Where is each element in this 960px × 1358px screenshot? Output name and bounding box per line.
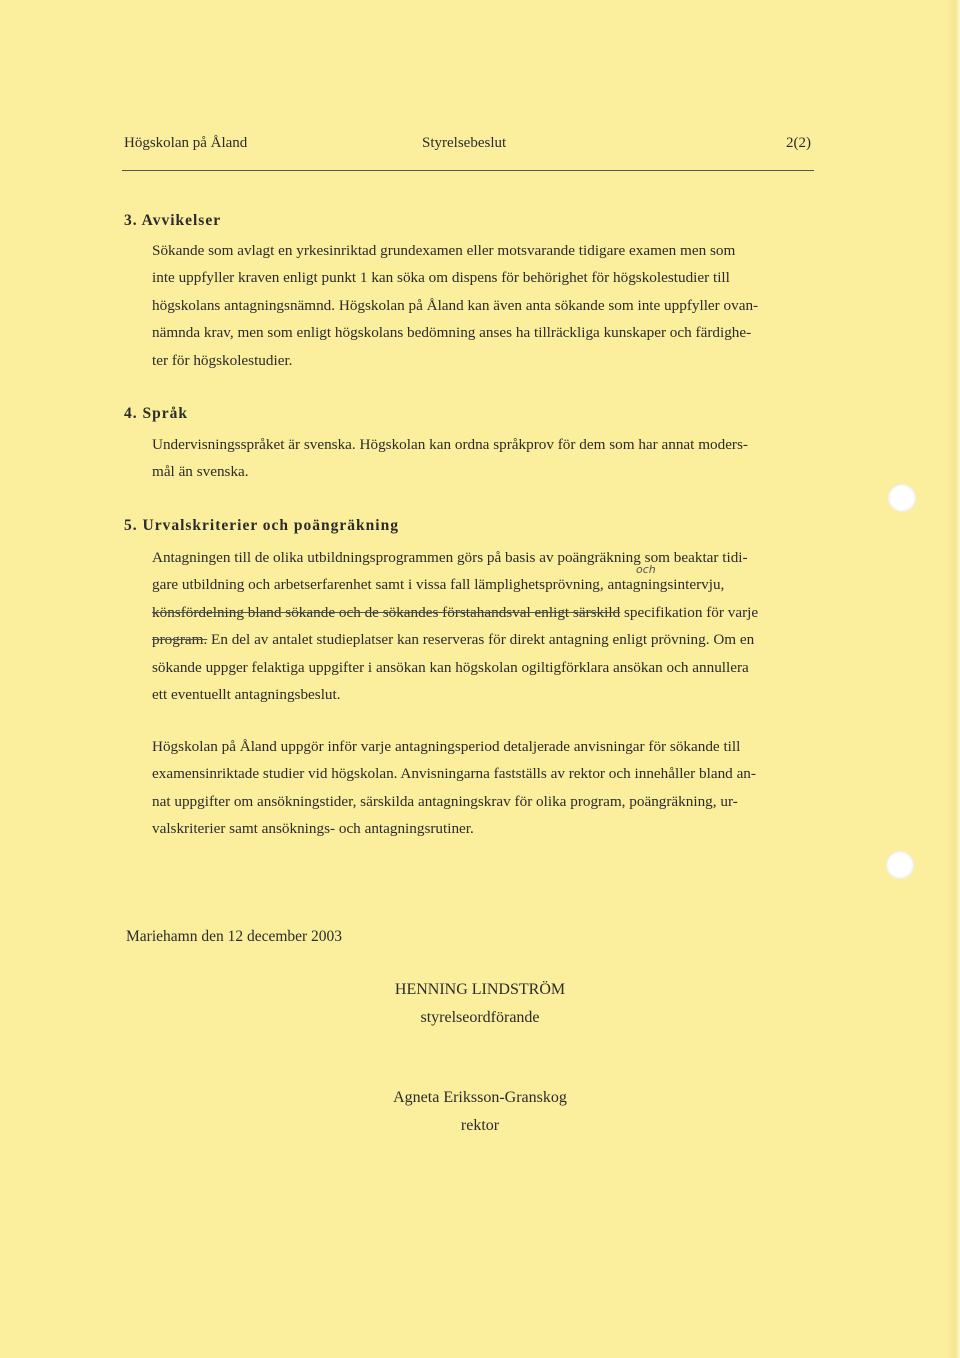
text-line: högskolans antagningsnämnd. Högskolan på Åland kan även anta sökande som inte uppfyller ovan- bbox=[152, 296, 759, 314]
closing-paragraph bbox=[152, 733, 814, 843]
text-line bbox=[152, 626, 814, 653]
punch-hole bbox=[886, 851, 914, 879]
page-edge bbox=[948, 0, 960, 1358]
text-line: gare utbildning och arbetserfarenhet samt i vissa fall lämplighetsprövning, antagningsintervju, bbox=[152, 576, 725, 594]
header-page-number: 2(2) bbox=[786, 135, 811, 151]
text-line: nämnda krav, men som enligt högskolans bedömning anses ha tillräckliga kunskaper och färdighe- bbox=[152, 324, 752, 342]
handwritten-insertion: och bbox=[636, 563, 656, 576]
signatory-title: rektor bbox=[460, 1117, 500, 1134]
text-line: sökande uppger felaktiga uppgifter i ansökan kan högskolan ogiltigförklara ansökan och annullera bbox=[152, 658, 749, 676]
text-line bbox=[152, 599, 814, 626]
text-line: examensinriktade studier vid högskolan. Anvisningarna fastställs av rektor och innehåller bland an- bbox=[152, 765, 756, 783]
punch-hole bbox=[888, 484, 916, 512]
signatory-name: Agneta Eriksson-Granskog bbox=[393, 1089, 567, 1106]
signatory-name: HENNING LINDSTRÖM bbox=[394, 981, 566, 998]
header-organization: Högskolan på Åland bbox=[124, 135, 248, 151]
section-body-avvikelser bbox=[152, 237, 814, 374]
section-body-sprak bbox=[152, 431, 814, 486]
section-heading-urvalskriterier: 5. Urvalskriterier och poängräkning bbox=[124, 517, 399, 534]
text-line: inte uppfyller kraven enligt punkt 1 kan söka om dispens för behörighet för högskolestudier till bbox=[152, 269, 730, 287]
text-fragment: specifikation för varje bbox=[623, 603, 759, 621]
header-rule bbox=[122, 170, 814, 171]
header-document-type: Styrelsebeslut bbox=[422, 135, 507, 151]
struck-text: könsfördelning bland sökande och de sökandes förstahandsval enligt särskild bbox=[152, 603, 621, 621]
section-body-urvalskriterier bbox=[152, 544, 814, 708]
place-date: Mariehamn den 12 december 2003 bbox=[126, 928, 343, 945]
text-line: Sökande som avlagt en yrkesinriktad grundexamen eller motsvarande tidigare examen men som bbox=[152, 242, 736, 259]
text-line: ter för högskolestudier. bbox=[152, 351, 293, 369]
text-line: ett eventuellt antagningsbeslut. bbox=[152, 686, 341, 704]
text-line: mål än svenska. bbox=[152, 463, 249, 481]
text-line: Högskolan på Åland uppgör inför varje antagningsperiod detaljerade anvisningar för sökande till bbox=[152, 738, 741, 755]
section-heading-avvikelser: 3. Avvikelser bbox=[124, 212, 222, 229]
signatory-title: styrelseordförande bbox=[420, 1009, 540, 1026]
text-line: Antagningen till de olika utbildningsprogrammen görs på basis av poängräkning som beaktar tidi- bbox=[152, 549, 748, 566]
text-fragment: En del av antalet studieplatser kan reserveras för direkt antagning enligt prövning. Om en bbox=[211, 631, 755, 649]
text-line: Undervisningsspråket är svenska. Högskolan kan ordna språkprov för dem som har annat moders- bbox=[152, 436, 748, 453]
text-line: nat uppgifter om ansökningstider, särskilda antagningskrav för olika program, poängräkning, ur- bbox=[152, 792, 738, 810]
struck-text: program. bbox=[152, 631, 208, 649]
text-line: valskriterier samt ansöknings- och antagningsrutiner. bbox=[152, 820, 474, 838]
section-heading-sprak: 4. Språk bbox=[124, 405, 188, 422]
